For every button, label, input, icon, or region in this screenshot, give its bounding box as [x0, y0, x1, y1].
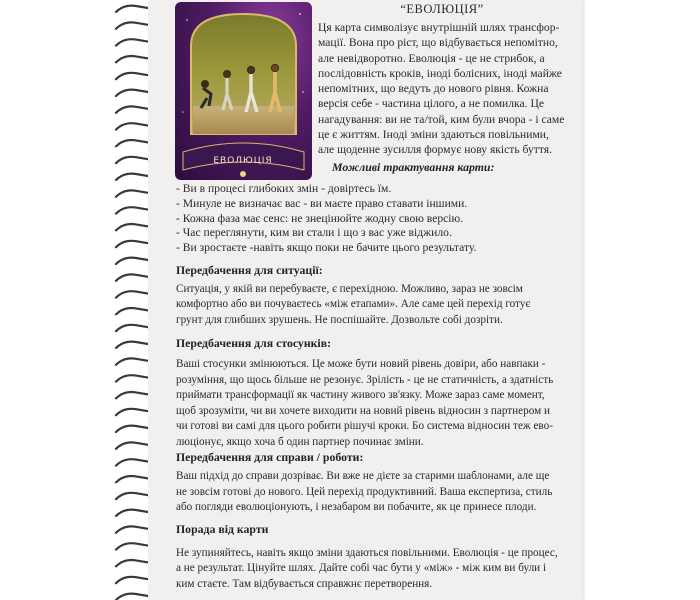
list-item: - Минуле не визначає вас - ви маєте право ставати іншими.	[176, 196, 468, 210]
list-item: - Ви зростаєте -навіть якщо поки не бачите цього результату.	[176, 241, 477, 255]
paragraph-line: а не результат. Цінуйте шлях. Дайте собі час бути у «між» - між ким ви були і	[176, 562, 547, 575]
spiral-ring	[116, 510, 148, 516]
spiral-ring	[116, 106, 148, 112]
paragraph-line: щоб зрозуміти, чи ви хочете виходити на новий рівень відносин з партнером и	[176, 404, 550, 417]
spiral-ring	[116, 325, 148, 331]
list-item: - Ви в процесі глибоких змін - довіртесь їм.	[176, 182, 392, 195]
advice-paragraph	[176, 546, 558, 592]
intro-paragraph	[318, 20, 580, 158]
intro-line: це є життям. Іноді зміни здаються повільними,	[318, 128, 549, 142]
paragraph-line: грунт для глибших зрушень. Не поспішайте. Дозвольте собі дозріти.	[176, 313, 503, 326]
spiral-ring	[116, 358, 148, 364]
work-heading: Передбачення для справи / роботи:	[176, 450, 364, 464]
spiral-ring	[116, 493, 148, 499]
intro-line: нагадування: ви не та/той, ким були вчора - і саме	[318, 112, 565, 126]
paragraph-line: Ваш підхід до справи дозріває. Ви вже не дієте за старими шаблонами, але ще	[176, 470, 550, 482]
card-label: ЕВОЛЮЦІЯ	[213, 156, 273, 166]
intro-line: мації. Вона про ріст, що відбувається непомітно,	[318, 36, 558, 50]
interpretations-heading: Можливі трактування карти:	[332, 160, 495, 174]
spiral-ring	[116, 308, 148, 314]
spiral-ring	[116, 577, 148, 583]
interpretations-list	[176, 182, 476, 256]
relationships-heading: Передбачення для стосунків:	[176, 336, 332, 350]
spiral-ring	[116, 207, 148, 213]
spiral-ring	[116, 6, 148, 12]
spiral-ring	[116, 291, 148, 297]
intro-line: версія себе - частина цілого, а не помилка. Це	[318, 97, 544, 111]
spiral-ring	[116, 190, 148, 196]
spiral-ring	[116, 39, 148, 45]
spiral-ring	[116, 224, 148, 230]
intro-line: але щоденне зусилля формує нову якість буття.	[318, 143, 553, 157]
spiral-ring	[116, 375, 148, 381]
spiral-ring	[116, 476, 148, 482]
intro-line: непомітних, що ведуть до нового рівня. Кожна	[318, 82, 549, 96]
spiral-ring	[116, 409, 148, 415]
spiral-ring	[116, 274, 148, 280]
spiral-ring	[116, 459, 148, 465]
page-title: “ЕВОЛЮЦІЯ”	[400, 2, 484, 16]
spiral-ring	[116, 73, 148, 79]
spiral-ring	[116, 560, 148, 566]
situation-heading: Передбачення для ситуації:	[176, 263, 323, 277]
spiral-ring	[116, 543, 148, 549]
spiral-ring	[116, 342, 148, 348]
spiral-ring	[116, 140, 148, 146]
work-paragraph	[176, 469, 552, 516]
paragraph-line: або погляди еволюціонують, і незабаром ви побачите, як це принесе плоди.	[176, 501, 537, 513]
spiral-ring	[116, 174, 148, 180]
intro-line: послідовність кроків, іноді болісних, іноді майже	[318, 66, 562, 80]
paragraph-line: люціонує, якщо хоча б один партнер починає зміни.	[176, 435, 424, 448]
spiral-ring	[116, 241, 148, 247]
spiral-ring	[116, 56, 148, 62]
paragraph-line: приймати трансформації як частину живого зв'язку. Може зараз саме момент,	[176, 389, 545, 401]
paragraph-line: Не зупиняйтесь, навіть якщо зміни здаються повільними. Еволюція - це процес,	[176, 547, 558, 559]
spiral-ring	[116, 258, 148, 264]
paragraph-line: ким стаєте. Там відбувається справжнє перетворення.	[176, 577, 433, 590]
spiral-ring	[116, 157, 148, 163]
list-item: - Час переглянути, ким ви стали і що з вас уже віджило.	[176, 226, 452, 240]
paragraph-line: не зовсім готові до нового. Цей перехід продуктивний. Ваша експертиза, стиль	[176, 485, 553, 498]
spiral-ring	[116, 442, 148, 448]
advice-heading: Порада від карти	[176, 522, 269, 536]
tarot-card-image	[175, 2, 312, 180]
spiral-ring	[116, 392, 148, 398]
spiral-ring	[116, 123, 148, 129]
spiral-ring	[116, 526, 148, 532]
spiral-ring	[116, 22, 148, 28]
spiral-ring	[116, 594, 148, 600]
paragraph-line: розуміння, що щось більше не резонує. Зрілість - це не статичність, а здатність	[176, 373, 554, 386]
spiral-binding	[110, 0, 150, 600]
situation-paragraph	[176, 282, 530, 328]
intro-line: Ця карта символізує внутрішній шлях трансфор-	[318, 21, 560, 34]
list-item: - Кожна фаза має сенс: не знецінюйте жодну свою версію.	[176, 211, 464, 225]
spiral-ring	[116, 426, 148, 432]
paragraph-line: Ваші стосунки змінюються. Це може бути новий рівень довіри, або навпаки -	[176, 358, 546, 370]
paragraph-line: чи готові ви самі для цього робити рішучі кроки. Бо система відносин теж ево-	[176, 420, 553, 432]
paragraph-line: Ситуація, у якій ви перебуваєте, є перехідною. Можливо, зараз не зовсім	[176, 283, 523, 295]
paragraph-line: комфортно або ви почуваєтесь «між етапами». Але саме цей перехід готує	[176, 298, 531, 311]
relationships-paragraph	[176, 357, 553, 450]
spiral-ring	[116, 90, 148, 96]
intro-line: але невідворотно. Еволюція - це не стрибок, а	[318, 51, 545, 65]
